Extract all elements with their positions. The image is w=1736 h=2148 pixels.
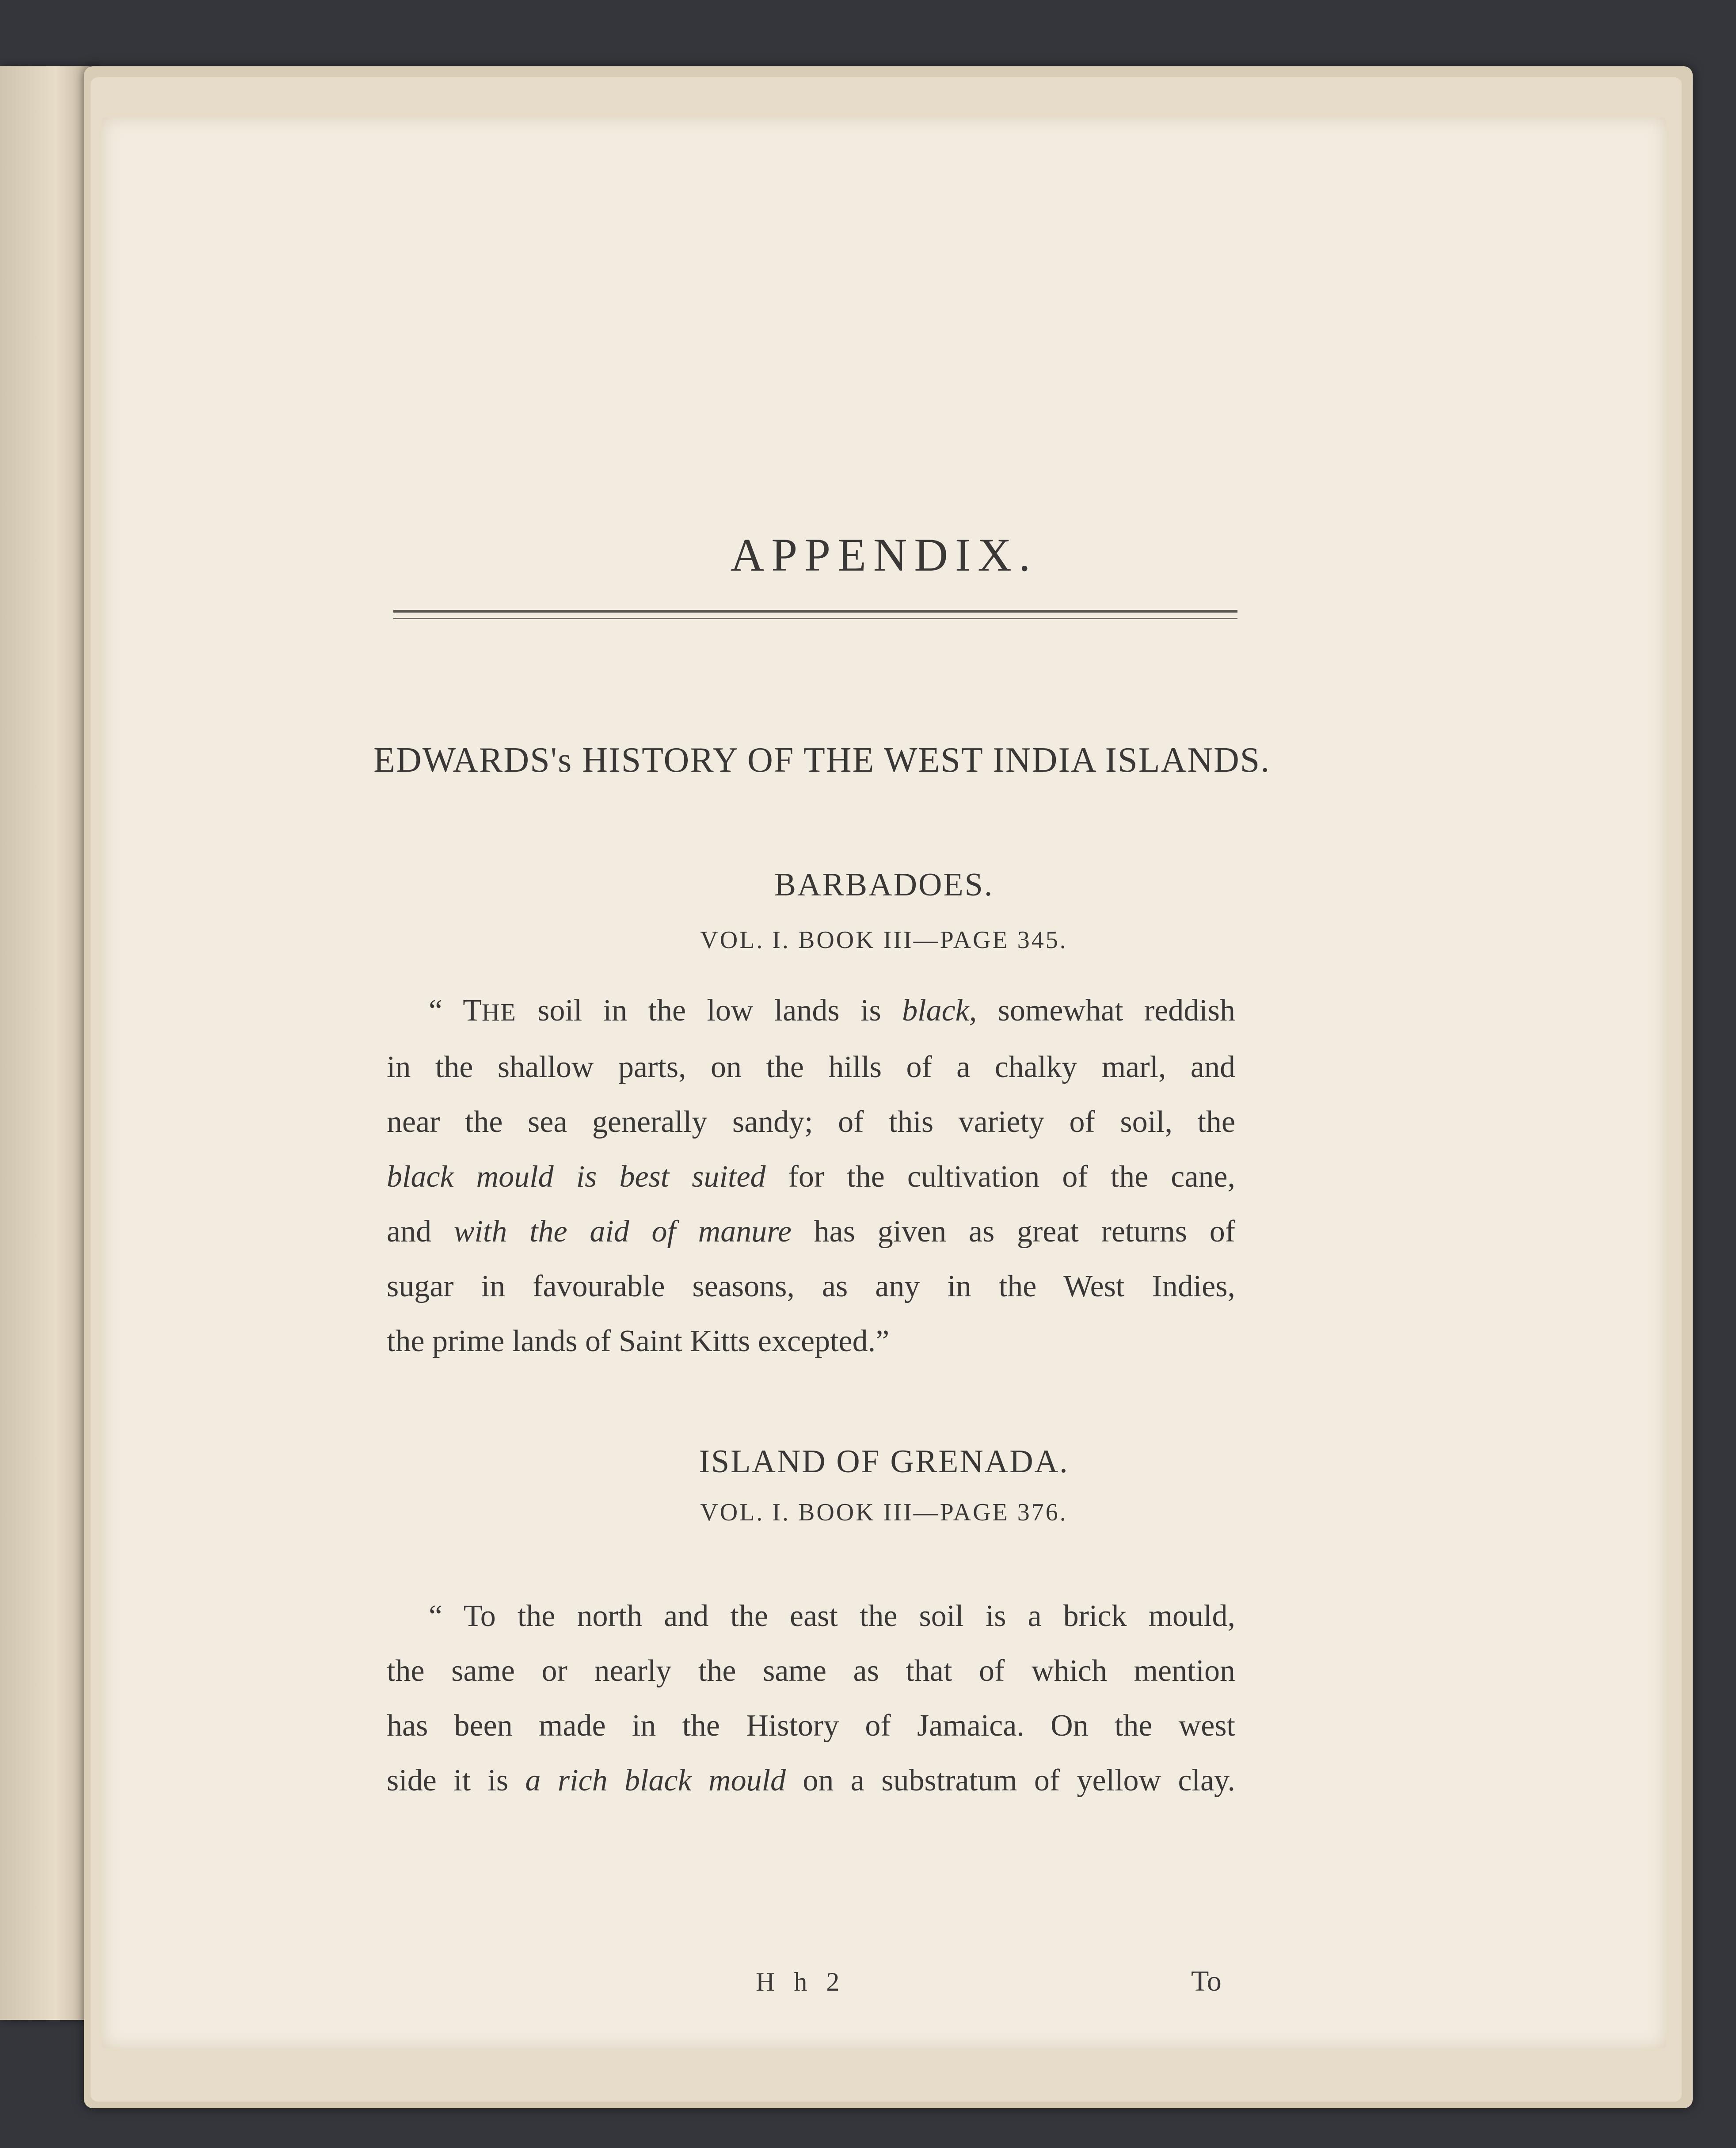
quote-line: sugar in favourable seasons, as any in the West Indies, xyxy=(387,1269,1235,1303)
section-reference-grenada: VOL. I. BOOK III—PAGE 376. xyxy=(700,1499,1068,1526)
title-rule xyxy=(393,610,1237,613)
section-reference-barbadoes: VOL. I. BOOK III—PAGE 345. xyxy=(700,926,1068,954)
quote-line: “ To the north and the east the soil is a brick mould, xyxy=(429,1599,1235,1633)
quote-line: the prime lands of Saint Kitts excepted.” xyxy=(387,1324,890,1358)
title-rule-secondary xyxy=(393,618,1237,619)
quote-line: black mould is best suited for the cultivation of the cane, xyxy=(387,1160,1235,1194)
quote-line: side it is a rich black mould on a substratum of yellow clay. xyxy=(387,1763,1235,1798)
book-page xyxy=(102,117,1666,2049)
quote-line: near the sea generally sandy; of this variety of soil, the xyxy=(387,1105,1235,1139)
quote-grenada xyxy=(387,1589,1235,1808)
quote-line: the same or nearly the same as that of which mention xyxy=(387,1654,1235,1688)
appendix-title: APPENDIX. xyxy=(730,529,1038,581)
section-heading-grenada: ISLAND OF GRENADA. xyxy=(699,1443,1069,1480)
quote-barbadoes xyxy=(387,983,1235,1369)
section-heading-barbadoes: BARBADOES. xyxy=(774,867,994,903)
quote-line: has been made in the History of Jamaica. On the west xyxy=(387,1709,1235,1743)
signature-mark: H h 2 xyxy=(756,1967,846,1996)
catchword: To xyxy=(1191,1965,1222,1997)
work-heading: EDWARDS's HISTORY OF THE WEST INDIA ISLANDS. xyxy=(373,741,1271,780)
quote-line: and with the aid of manure has given as great returns of xyxy=(387,1215,1236,1249)
quote-line: “ THE soil in the low lands is black, somewhat reddish xyxy=(429,994,1235,1028)
quote-line: in the shallow parts, on the hills of a chalky marl, and xyxy=(387,1050,1235,1084)
